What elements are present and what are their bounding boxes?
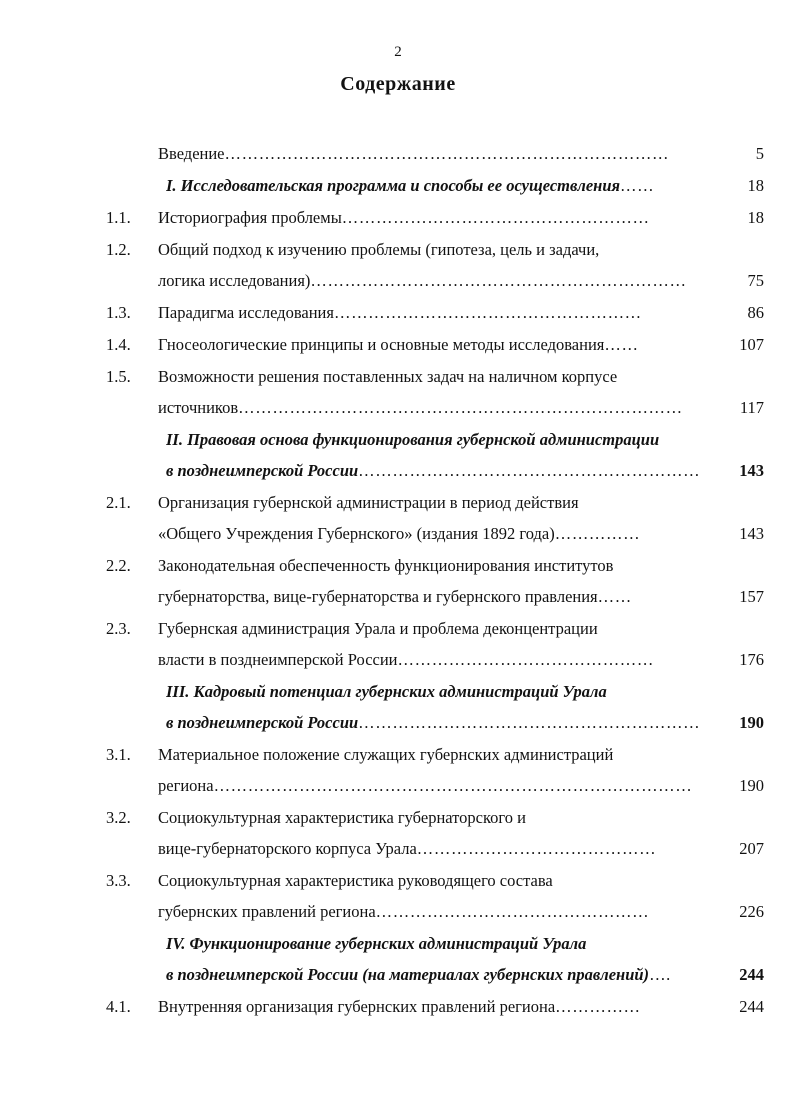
toc-page-number: 117 (739, 398, 764, 417)
toc-line-text: в позднеимперской России (166, 461, 359, 480)
toc-entry-text (158, 550, 708, 612)
toc-leader-dots: …… (597, 587, 632, 606)
toc-entry-number: 2.2. (106, 556, 131, 575)
toc-line-text: губернских правлений региона (158, 902, 376, 921)
toc-leader-dots: ……………………………………………… (333, 303, 642, 322)
page-number: 2 (394, 44, 402, 60)
toc-line-text: «Общего Учреждения Губернского» (издания 1892 года) (158, 524, 555, 543)
toc-page-number: 190 (739, 776, 764, 795)
toc-page-number: 143 (739, 461, 764, 480)
toc-entry-page-column (708, 202, 764, 233)
toc-entry-text (158, 138, 708, 169)
toc-page-number: 107 (739, 335, 764, 354)
toc-page-number (714, 424, 764, 455)
toc-line-text: источников (158, 398, 239, 417)
toc-entry[interactable] (104, 550, 764, 612)
toc-entry[interactable] (104, 361, 764, 423)
toc-leader-dots: …… (604, 335, 639, 354)
toc-leader-dots: ………………………………………………………… (310, 271, 687, 290)
toc-page-number: 207 (739, 839, 764, 858)
toc-line-text: Историография проблемы (158, 208, 342, 227)
toc-entry[interactable] (104, 991, 764, 1022)
toc-leader-dots: …………………………………………………………………… (238, 398, 683, 417)
toc-entry[interactable] (104, 802, 764, 864)
toc-line-text: власти в позднеимперской России (158, 650, 398, 669)
toc-leader-dots: ………………………………………… (375, 902, 650, 921)
toc-page-number: 244 (739, 965, 764, 984)
toc-entry-text (158, 170, 708, 201)
toc-entry-number: 4.1. (106, 997, 131, 1016)
toc-entry-number: 3.1. (106, 745, 131, 764)
toc-entry-text (158, 676, 708, 738)
toc-line-text: в позднеимперской России (166, 713, 359, 732)
toc-line-text: Губернская администрация Урала и проблема деконцентрации (158, 619, 598, 638)
toc-entry[interactable] (104, 424, 764, 486)
toc-entry-text (158, 329, 708, 360)
toc-page-number: 143 (739, 524, 764, 543)
toc-page-number: 190 (739, 713, 764, 732)
toc-entry-text (158, 928, 708, 990)
toc-entry[interactable] (104, 865, 764, 927)
toc-entry-page-column (708, 234, 764, 296)
toc-line-text: Материальное положение служащих губернских администраций (158, 745, 614, 764)
toc-leader-dots: …………………………………………………………………… (224, 144, 670, 163)
toc-entry-page-column (708, 297, 764, 328)
toc-entry-page-column (708, 865, 764, 927)
toc-entry[interactable] (104, 297, 764, 328)
toc-page-number (714, 550, 764, 581)
toc-entry-text (158, 487, 708, 549)
toc-entry-text (158, 424, 708, 486)
toc-entry-number: 2.1. (106, 493, 131, 512)
toc-page-number (714, 928, 764, 959)
toc-page-number (714, 234, 764, 265)
toc-leader-dots: ……………………………………… (397, 650, 654, 669)
toc-page-number: 176 (739, 650, 764, 669)
toc-entry-page-column (708, 170, 764, 201)
toc-entry-number: 1.5. (106, 367, 131, 386)
toc-entry-page-column (708, 138, 764, 169)
toc-leader-dots: …………………………………………………… (358, 461, 701, 480)
toc-entry-number: 1.1. (106, 208, 131, 227)
toc-entry-page-column (708, 329, 764, 360)
toc-page-number (714, 361, 764, 392)
toc-entry-number: 1.4. (106, 335, 131, 354)
toc-entry-text (158, 802, 708, 864)
toc-entry-page-column (708, 487, 764, 549)
toc-entry[interactable] (104, 138, 764, 169)
toc-leader-dots: …………… (555, 997, 641, 1016)
toc-entry[interactable] (104, 170, 764, 201)
toc-line-text: Внутренняя организация губернских правлений региона (158, 997, 556, 1016)
toc-entry-number: 1.2. (106, 240, 131, 259)
toc-line-text: Организация губернской администрации в период действия (158, 493, 579, 512)
toc-line-text: Возможности решения поставленных задач на наличном корпусе (158, 367, 618, 386)
toc-line-text: IV. Функционирование губернских администраций Урала (166, 934, 587, 953)
toc-leader-dots: ………………………………………………………………………… (213, 776, 693, 795)
toc-leader-dots: …………………………………… (416, 839, 657, 858)
toc-entry-text (158, 297, 708, 328)
toc-leader-dots: ……………………………………………… (341, 208, 650, 227)
toc-entry-number: 3.3. (106, 871, 131, 890)
toc-page-number: 157 (739, 587, 764, 606)
toc-entry[interactable] (104, 329, 764, 360)
toc-entry-page-column (708, 550, 764, 612)
toc-entry-page-column (708, 991, 764, 1022)
toc-entry-page-column (708, 739, 764, 801)
toc-entry-text (158, 613, 708, 675)
toc-line-text: I. Исследовательская программа и способы ее осуществления (166, 176, 620, 195)
toc-entry[interactable] (104, 234, 764, 296)
toc-page-number (714, 676, 764, 707)
toc-line-text: региона (158, 776, 214, 795)
toc-entry-text (158, 739, 708, 801)
toc-entry-text (158, 234, 708, 296)
toc-page-number: 75 (747, 271, 764, 290)
toc-line-text: Гносеологические принципы и основные методы исследования (158, 335, 605, 354)
toc-page-number: 226 (739, 902, 764, 921)
toc-leader-dots: …. (649, 965, 671, 984)
toc-line-text: Социокультурная характеристика губернаторского и (158, 808, 526, 827)
toc-page-number (714, 865, 764, 896)
toc-line-text: II. Правовая основа функционирования губернской администрации (166, 430, 660, 449)
toc-line-text: Введение (158, 144, 225, 163)
toc-entry[interactable] (104, 676, 764, 738)
toc-entry[interactable] (104, 739, 764, 801)
toc-entry-number: 2.3. (106, 619, 131, 638)
toc-entry-text (158, 361, 708, 423)
toc-leader-dots: …………… (554, 524, 641, 543)
toc-line-text: Общий подход к изучению проблемы (гипотеза, цель и задачи, (158, 240, 600, 259)
toc-entry[interactable] (104, 202, 764, 233)
toc-line-text: Парадигма исследования (158, 303, 334, 322)
toc-page-number: 18 (747, 176, 764, 195)
toc-entry-text (158, 865, 708, 927)
toc-entry-text (158, 202, 708, 233)
toc-page-number: 86 (747, 303, 764, 322)
toc-leader-dots: …… (620, 176, 655, 195)
toc-entry[interactable] (104, 487, 764, 549)
toc-line-text: губернаторства, вице-губернаторства и губернского правления (158, 587, 598, 606)
table-of-contents (104, 138, 764, 1023)
toc-line-text: Законодательная обеспеченность функционирования институтов (158, 556, 614, 575)
toc-entry[interactable] (104, 928, 764, 990)
toc-entry-text (158, 991, 708, 1022)
toc-page-number: 18 (747, 208, 764, 227)
toc-entry-page-column (708, 928, 764, 990)
toc-line-text: Социокультурная характеристика руководящего состава (158, 871, 553, 890)
toc-page-number (714, 613, 764, 644)
toc-entry-page-column (708, 802, 764, 864)
toc-entry-page-column (708, 361, 764, 423)
toc-line-text: вице-губернаторского корпуса Урала (158, 839, 417, 858)
toc-entry-number: 1.3. (106, 303, 131, 322)
toc-page-number: 244 (739, 997, 764, 1016)
toc-line-text: в позднеимперской России (на материалах губернских правлений) (166, 965, 650, 984)
toc-entry-page-column (708, 676, 764, 738)
toc-line-text: логика исследования) (158, 271, 311, 290)
toc-leader-dots: …………………………………………………… (358, 713, 701, 732)
toc-entry-page-column (708, 613, 764, 675)
toc-page-number (714, 739, 764, 770)
toc-page-number: 5 (755, 144, 764, 163)
page-title: Содержание (340, 73, 456, 95)
toc-entry-number: 3.2. (106, 808, 131, 827)
toc-entry[interactable] (104, 613, 764, 675)
toc-page-number (714, 487, 764, 518)
toc-entry-page-column (708, 424, 764, 486)
toc-page-number (714, 802, 764, 833)
toc-line-text: III. Кадровый потенциал губернских администраций Урала (166, 682, 607, 701)
